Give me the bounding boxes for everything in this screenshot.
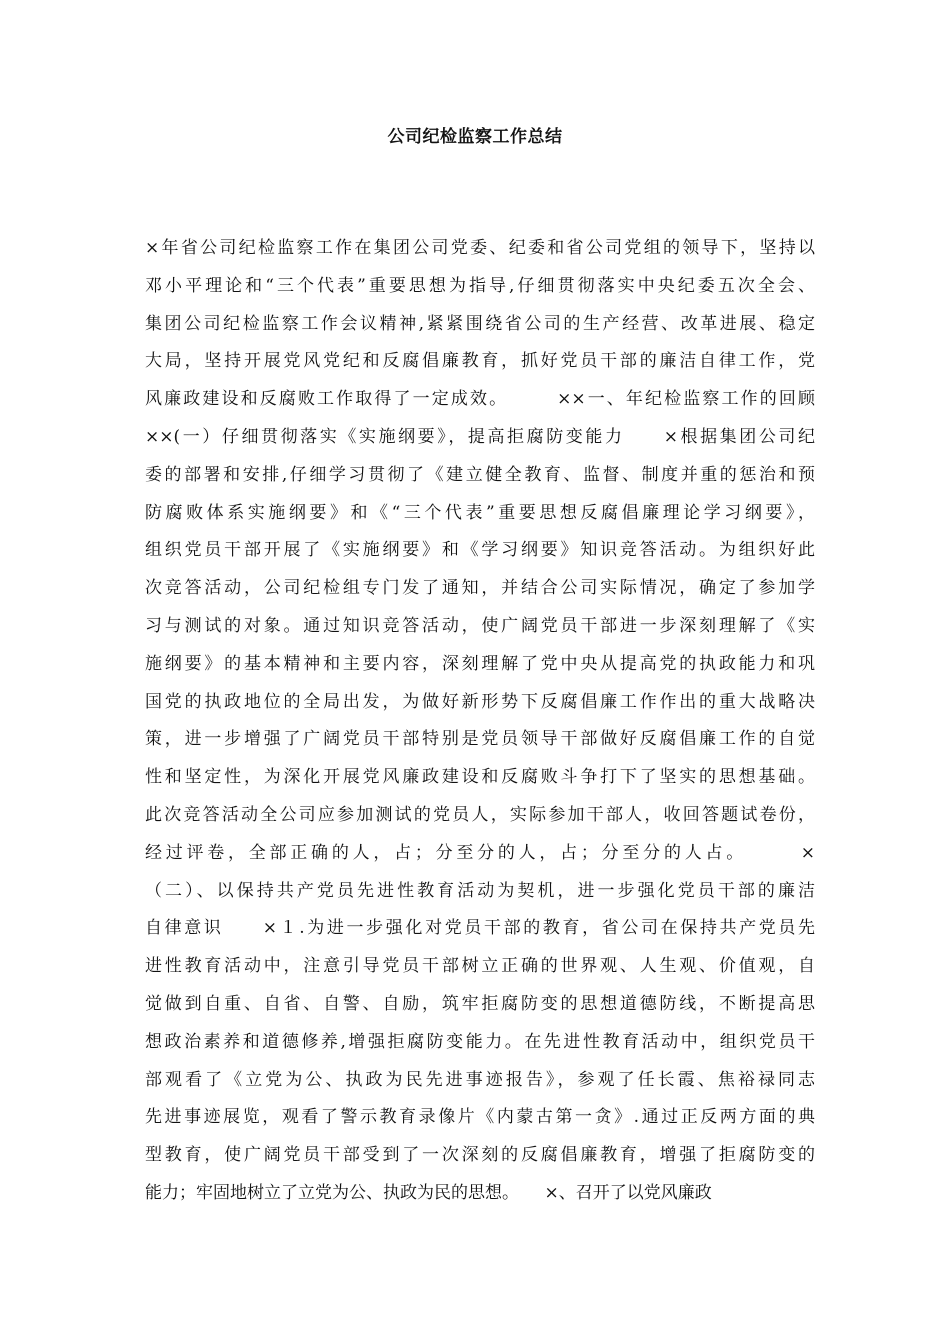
body-line: 能力；牢固地树立了立党为公、执政为民的思想。 ×、召开了以党风廉政 — [145, 1182, 712, 1203]
body-line: 进性教育活动中，注意引导党员干部树立正确的世界观、人生观、价值观，自 — [145, 956, 815, 977]
body-line: 想政治素养和道德修养,增强拒腐防变能力。在先进性教育活动中，组织党员干 — [145, 1031, 815, 1052]
body-line: 次竞答活动，公司纪检组专门发了通知，并结合公司实际情况，确定了参加学 — [145, 578, 815, 599]
body-line: （二）、以保持共产党员先进性教育活动为契机，进一步强化党员干部的廉洁 — [145, 880, 815, 901]
body-line: ×年省公司纪检监察工作在集团公司党委、纪委和省公司党组的领导下，坚持以 — [145, 238, 815, 258]
body-line: 此次竞答活动全公司应参加测试的党员人，实际参加干部人，收回答题试卷份， — [145, 804, 815, 825]
body-line: 风廉政建设和反腐败工作取得了一定成效。 ××一、年纪检监察工作的回顾 — [145, 389, 815, 410]
body-line: 觉做到自重、自省、自警、自励，筑牢拒腐防变的思想道德防线，不断提高思 — [145, 993, 815, 1014]
body-line: 集团公司纪检监察工作会议精神,紧紧围绕省公司的生产经营、改革进展、稳定 — [145, 313, 815, 334]
body-line: 组织党员干部开展了《实施纲要》和《学习纲要》知识竞答活动。为组织好此 — [145, 540, 815, 561]
body-line: ××(一）仔细贯彻落实《实施纲要》，提高拒腐防变能力 ×根据集团公司纪 — [145, 426, 815, 447]
body-line: 性和坚定性，为深化开展党风廉政建设和反腐败斗争打下了坚实的思想基础。 — [145, 767, 815, 788]
body-line: 部观看了《立党为公、执政为民先进事迹报告》，参观了任长霞、焦裕禄同志 — [145, 1069, 815, 1090]
body-line: 自律意识 ×１.为进一步强化对党员干部的教育，省公司在保持共产党员先 — [145, 918, 815, 939]
body-line: 施纲要》的基本精神和主要内容，深刻理解了党中央从提高党的执政能力和巩 — [145, 653, 815, 674]
body-line: 经过评卷，全部正确的人，占；分至分的人，占；分至分的人占。 × — [145, 842, 815, 863]
document-body — [145, 230, 815, 1213]
body-line: 委的部署和安排,仔细学习贯彻了《建立健全教育、监督、制度并重的惩治和预 — [145, 464, 815, 485]
body-line: 型教育，使广阔党员干部受到了一次深刻的反腐倡廉教育，增强了拒腐防变的 — [145, 1145, 815, 1166]
body-line: 策，进一步增强了广阔党员干部特别是党员领导干部做好反腐倡廉工作的自觉 — [145, 729, 815, 750]
body-line: 习与测试的对象。通过知识竞答活动，使广阔党员干部进一步深刻理解了《实 — [145, 615, 815, 636]
document-title: 公司纪检监察工作总结 — [387, 127, 563, 147]
body-line: 大局，坚持开展党风党纪和反腐倡廉教育，抓好党员干部的廉洁自律工作，党 — [145, 351, 815, 372]
body-line: 先进事迹展览，观看了警示教育录像片《内蒙古第一贪》.通过正反两方面的典 — [145, 1107, 815, 1128]
body-line: 国党的执政地位的全局出发，为做好新形势下反腐倡廉工作作出的重大战略决 — [145, 691, 815, 712]
body-line: 防腐败体系实施纲要》和《“三个代表”重要思想反腐倡廉理论学习纲要》， — [145, 502, 815, 523]
body-line: 邓小平理论和“三个代表”重要思想为指导,仔细贯彻落实中央纪委五次全会、 — [145, 275, 815, 296]
